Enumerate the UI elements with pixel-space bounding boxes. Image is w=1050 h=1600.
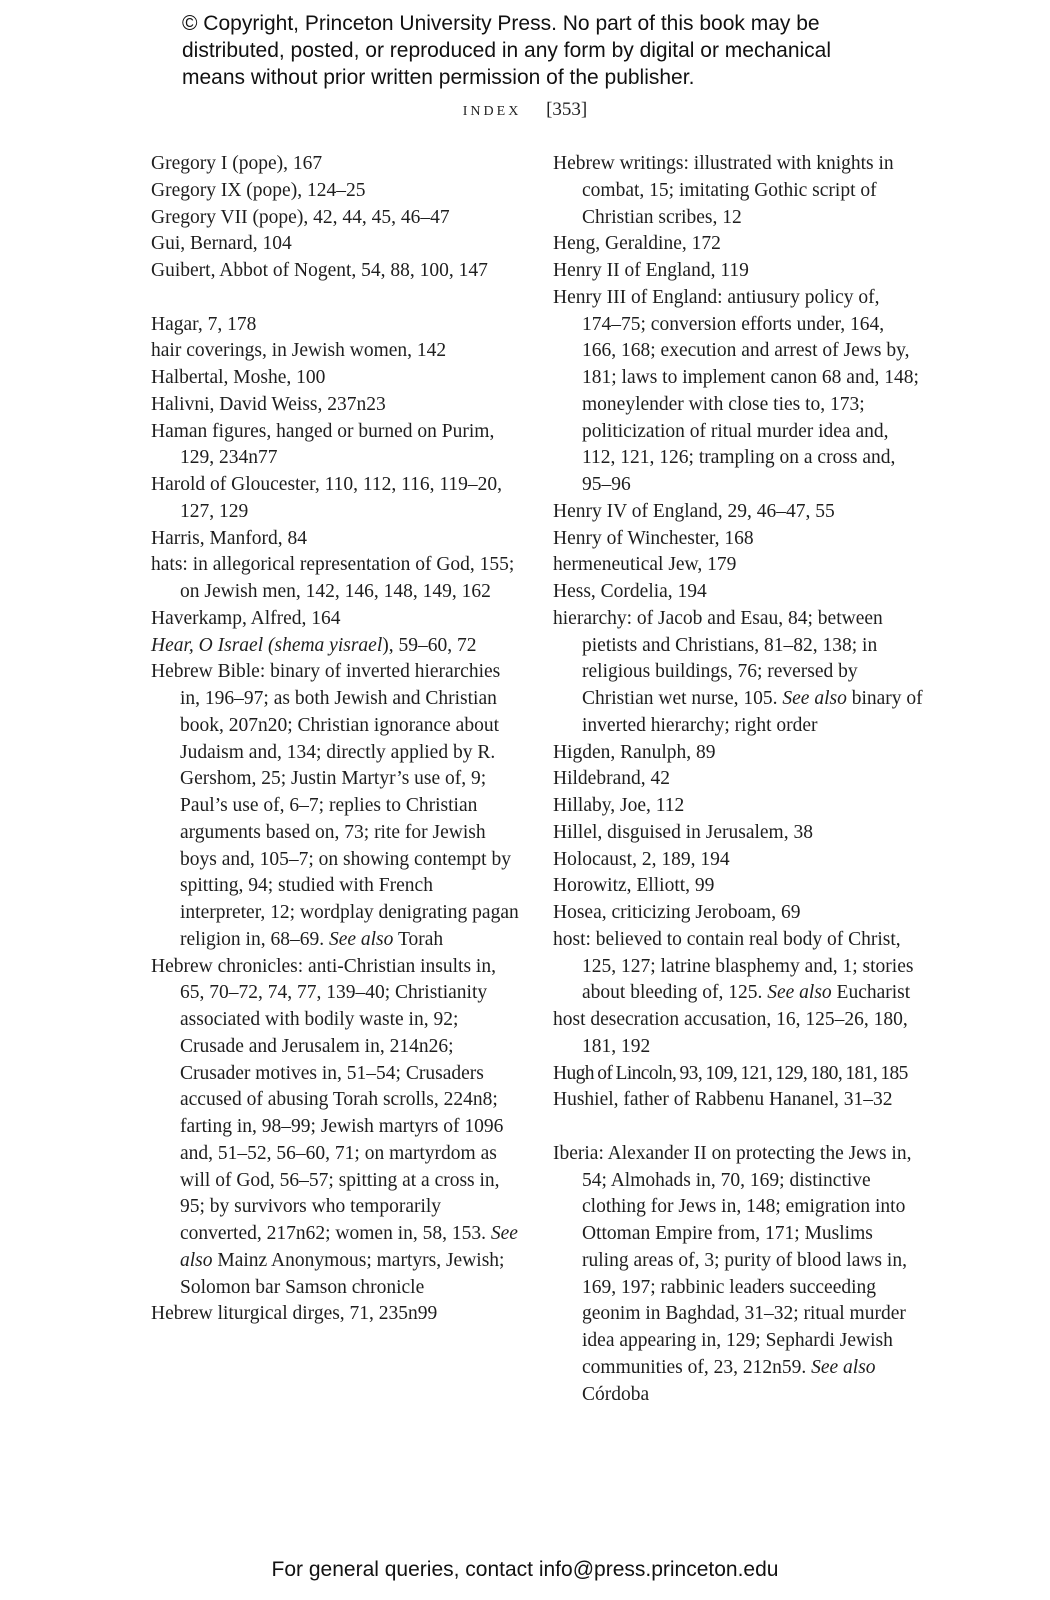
- entry-text: Horowitz, Elliott, 99: [553, 875, 715, 897]
- entry-text: Hagar, 7, 178: [151, 313, 257, 335]
- index-entry: [553, 606, 923, 740]
- index-entry: [151, 151, 521, 178]
- entry-text: Hildebrand, 42: [553, 768, 670, 790]
- see-also-label: See also: [782, 688, 847, 709]
- entry-text: host desecration accusation, 16, 125–26, 180, 181, 192: [553, 1009, 908, 1057]
- index-entry: [151, 365, 521, 392]
- index-column-left: [151, 151, 521, 1328]
- entry-text: Harold of Gloucester, 110, 112, 116, 119–20, 127, 129: [151, 474, 503, 522]
- entry-text: Halivni, David Weiss, 237n23: [151, 393, 386, 415]
- entry-italic-text: Hear, O Israel (: [151, 634, 275, 656]
- index-entry: [553, 1141, 923, 1409]
- entry-text: hair coverings, in Jewish women, 142: [151, 340, 447, 362]
- index-entry: [553, 1087, 923, 1114]
- entry-text: Halbertal, Moshe, 100: [151, 367, 326, 388]
- index-entry: [151, 312, 521, 339]
- index-entry: [553, 499, 923, 526]
- entry-italic-text: shema yisrael: [274, 634, 383, 656]
- see-also-target: Eucharist: [836, 982, 911, 1004]
- page-number: [353]: [546, 99, 588, 120]
- index-entry: [151, 526, 521, 553]
- see-also-target: Córdoba: [582, 1383, 650, 1405]
- index-entry: [553, 766, 923, 793]
- entry-text: ), 59–60, 72: [382, 634, 477, 656]
- entry-text: Henry II of England, 119: [553, 260, 749, 281]
- see-also-label: See also: [767, 982, 832, 1004]
- index-entry: [553, 285, 923, 499]
- index-entry: [151, 954, 521, 1302]
- index-entry: [553, 873, 923, 900]
- entry-text: Harris, Manford, 84: [151, 527, 307, 549]
- entry-text: Hess, Cordelia, 194: [553, 581, 707, 602]
- index-entry: [553, 793, 923, 820]
- entry-text: Gregory IX (pope), 124–25: [151, 179, 366, 201]
- entry-text: Hebrew Bible: binary of inverted hierarchies in, 196–97; as both Jewish and Christian book, 207n20; Christian ignorance about Judaism and, 134; directly applied by R. Gershom, 25; Justin Martyr’s use of, 9; Paul’s use of, 6–7; replies to Christian arguments based on, 73; rite for Jewish boys and, 105–7; on showing contempt by spitting, 94; studied with French interpreter, 12; wordplay denigrating pagan religion in, 68–69.: [151, 661, 519, 950]
- index-entry: [553, 1061, 923, 1088]
- index-entry: [151, 258, 521, 285]
- entry-text: Gui, Bernard, 104: [151, 233, 292, 255]
- index-entry: [151, 338, 521, 365]
- entry-text: host: believed to contain real body of Christ, 125, 127; latrine blasphemy and, 1; stories about bleeding of, 125.: [553, 928, 914, 1004]
- entry-text: Hebrew chronicles: anti-Christian insults in, 65, 70–72, 74, 77, 139–40; Christianity associated with bodily waste in, 92; Crusade and Jerusalem in, 214n26; Crusader motives in, 51–54; Crusaders accused of abusing Torah scrolls, 224n8; farting in, 98–99; Jewish martyrs of 1096 and, 51–52, 56–60, 71; on martyrdom as will of God, 56–57; spitting at a cross in, 95; by survivors who temporarily converted, 217n62; women in, 58, 153.: [151, 955, 504, 1244]
- index-entry: [553, 740, 923, 767]
- see-also-target: binary of inverted hierarchy; right order: [582, 688, 923, 736]
- entry-text: Guibert, Abbot of Nogent, 54, 88, 100, 147: [151, 260, 488, 281]
- copyright-line: means without prior written permission of the publisher.: [182, 66, 695, 89]
- index-entry: [553, 820, 923, 847]
- index-entry: [151, 1301, 521, 1328]
- entry-text: Higden, Ranulph, 89: [553, 741, 716, 763]
- entry-text: Henry IV of England, 29, 46–47, 55: [553, 500, 835, 522]
- entry-text: Henry III of England: antiusury policy of, 174–75; conversion efforts under, 164, 166, 168; execution and arrest of Jews by, 181; laws to implement canon 68 and, 148; moneylender with close ties to, 173; politicization of ritual murder idea and, 112, 121, 126; trampling on a cross and, 95–96: [553, 286, 919, 495]
- see-also-label: See also: [180, 1223, 518, 1271]
- entry-text: Gregory I (pope), 167: [151, 153, 323, 174]
- index-entry: [553, 1007, 923, 1061]
- entry-text: hermeneutical Jew, 179: [553, 554, 737, 576]
- running-head: [0, 99, 1050, 121]
- entry-text: Heng, Geraldine, 172: [553, 233, 721, 255]
- index-entry: [151, 205, 521, 232]
- index-entry: [553, 552, 923, 579]
- index-column-right: [553, 151, 923, 1408]
- entry-text: hierarchy: of Jacob and Esau, 84; between pietists and Christians, 81–82, 138; in religious buildings, 76; reversed by Christian wet nurse, 105.: [553, 607, 883, 709]
- see-also-label: See also: [811, 1356, 876, 1378]
- entry-text: Hugh of Lincoln, 93, 109, 121, 129, 180, 181, 185: [553, 1062, 908, 1084]
- entry-text: Gregory VII (pope), 42, 44, 45, 46–47: [151, 206, 450, 228]
- entry-text: Iberia: Alexander II on protecting the Jews in, 54; Almohads in, 70, 169; distinctive clothing for Jews in, 148; emigration into Ottoman Empire from, 171; Muslims ruling areas of, 3; purity of blood laws in, 169, 197; rabbinic leaders succeeding geonim in Baghdad, 31–32; ritual murder idea appearing in, 129; Sephardi Jewish communities of, 23, 212n59.: [553, 1142, 912, 1378]
- see-also-target: Torah: [397, 928, 444, 950]
- index-entry: [151, 419, 521, 473]
- index-entry: [151, 633, 521, 660]
- index-entry: [553, 579, 923, 606]
- copyright-notice: [182, 10, 982, 91]
- index-entry: [151, 472, 521, 526]
- footer-contact: For general queries, contact info@press.princeton.edu: [271, 1558, 779, 1581]
- index-entry: [151, 231, 521, 258]
- see-also-target: Mainz Anonymous; martyrs, Jewish; Solomon bar Samson chronicle: [180, 1249, 505, 1298]
- index-entry: [553, 900, 923, 927]
- index-entry: [151, 552, 521, 606]
- entry-text: Haverkamp, Alfred, 164: [151, 607, 341, 629]
- entry-text: Hillel, disguised in Jerusalem, 38: [553, 821, 813, 843]
- index-entry: [553, 151, 923, 231]
- index-entry: [151, 178, 521, 205]
- entry-text: Henry of Winchester, 168: [553, 527, 754, 549]
- index-entry: [553, 847, 923, 874]
- entry-text: Hebrew liturgical dirges, 71, 235n99: [151, 1303, 438, 1325]
- index-entry: [553, 927, 923, 1007]
- copyright-line: distributed, posted, or reproduced in any form by digital or mechanical: [182, 39, 832, 62]
- entry-text: Haman figures, hanged or burned on Purim, 129, 234n77: [151, 420, 495, 469]
- entry-text: hats: in allegorical representation of God, 155; on Jewish men, 142, 146, 148, 149, 162: [151, 554, 515, 602]
- index-entry: [553, 258, 923, 285]
- see-also-label: See also: [328, 928, 394, 950]
- entry-text: Hosea, criticizing Jeroboam, 69: [553, 902, 801, 923]
- index-entry: [553, 231, 923, 258]
- index-entry: [151, 606, 521, 633]
- entry-text: Hebrew writings: illustrated with knights in combat, 15; imitating Gothic script of Christian scribes, 12: [553, 153, 894, 228]
- index-entry: [151, 659, 521, 953]
- index-entry: [553, 526, 923, 553]
- entry-text: Holocaust, 2, 189, 194: [553, 848, 730, 870]
- entry-text: Hillaby, Joe, 112: [553, 795, 685, 816]
- copyright-line: © Copyright, Princeton University Press. No part of this book may be: [182, 12, 820, 35]
- entry-text: Hushiel, father of Rabbenu Hananel, 31–32: [553, 1089, 893, 1111]
- index-entry: [151, 392, 521, 419]
- running-head-label: INDEX: [462, 104, 522, 119]
